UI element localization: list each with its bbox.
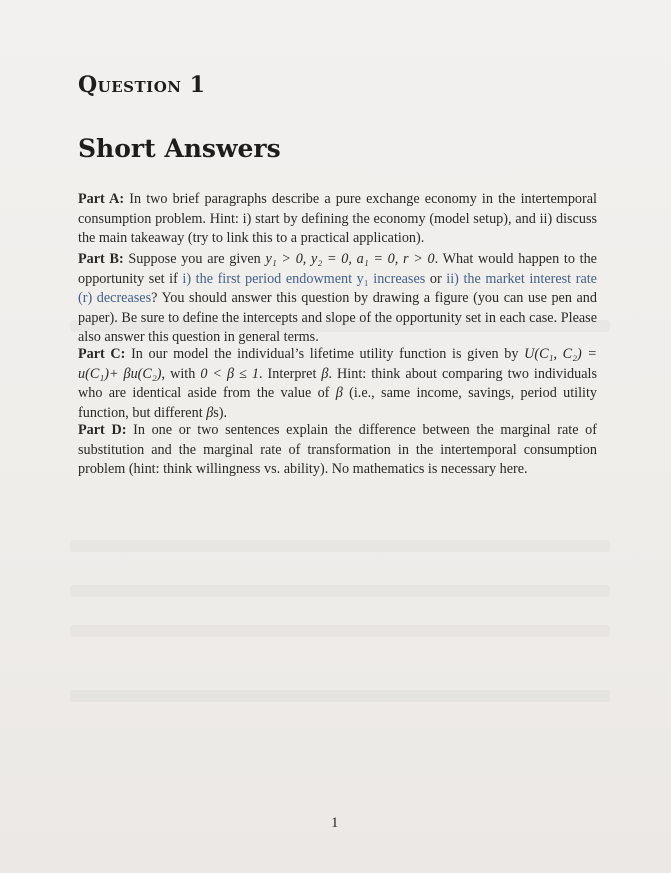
part-b-label: Part B: (78, 251, 124, 267)
part-c-math-beta: β (321, 365, 329, 382)
part-c-text-3: . Interpret (259, 365, 322, 382)
part-b-text-2: . What would happen to the opportunity set if (78, 251, 597, 287)
part-b-math-conditions: y₁ > 0, y₂ = 0, a₁ = 0, r > 0 (265, 251, 435, 267)
part-c-text-2: , with (161, 365, 201, 382)
part-c-math-beta-range: 0 < β ≤ 1 (200, 365, 259, 382)
part-b-text-3: or (425, 270, 447, 287)
question-title (78, 72, 205, 98)
question-title-rest: uestion (97, 72, 182, 98)
part-c-text-6: s). (213, 404, 228, 421)
part-a-label: Part A: (78, 191, 125, 207)
part-b-paragraph (78, 250, 597, 348)
part-c-text-1: In our model the individual’s lifetime utility function is given by (131, 346, 525, 362)
part-c-math-utility: U(C₁, C₂) = u(C₁)+ βu(C₂) (78, 346, 597, 382)
bleed-through-artifact (70, 625, 610, 637)
part-d-text: In one or two sentences explain the difference between the marginal rate of substitution and the marginal rate of transformation in the intertemporal consumption problem (hint: think willingness vs. ability). No mathematics is necessary here. (78, 422, 597, 477)
part-b-highlight-interest-rate: ii) the market interest rate (r) decreases (78, 270, 597, 306)
part-c-text-5: (i.e., same income, savings, period utility function, but different (78, 385, 598, 421)
part-c-text-4: . Hint: think about comparing two individuals who are identical aside from the value of (78, 365, 597, 401)
part-b-text-4: ? You should answer this question by drawing a figure (you can use pen and paper). Be sure to define the intercepts and slope of the opportunity set in each case. Please also answer this question in general terms. (78, 290, 597, 345)
part-c-math-beta-3: β (206, 404, 214, 421)
bleed-through-artifact (70, 585, 610, 597)
part-b-text-1: Suppose you are given (128, 251, 266, 267)
part-d-paragraph (78, 421, 597, 480)
bleed-through-artifact (70, 540, 610, 552)
part-a-text: In two brief paragraphs describe a pure exchange economy in the intertemporal consumption problem. Hint: i) start by defining the economy (model setup), and ii) discuss the main takeaway (try to link this to a practical application). (78, 191, 597, 246)
part-b-highlight-endowment: i) the first period endowment y₁ increases (182, 270, 426, 287)
bleed-through-artifact (70, 690, 610, 702)
question-number: 1 (189, 72, 206, 98)
section-title: Short Answers (78, 134, 281, 163)
part-a-paragraph (78, 190, 597, 249)
part-d-label: Part D: (78, 422, 127, 438)
part-c-label: Part C: (78, 346, 126, 362)
page-number: 1 (331, 815, 339, 831)
part-c-math-beta-2: β (335, 385, 343, 401)
part-c-paragraph (78, 345, 597, 423)
question-title-initial: Q (78, 72, 98, 98)
